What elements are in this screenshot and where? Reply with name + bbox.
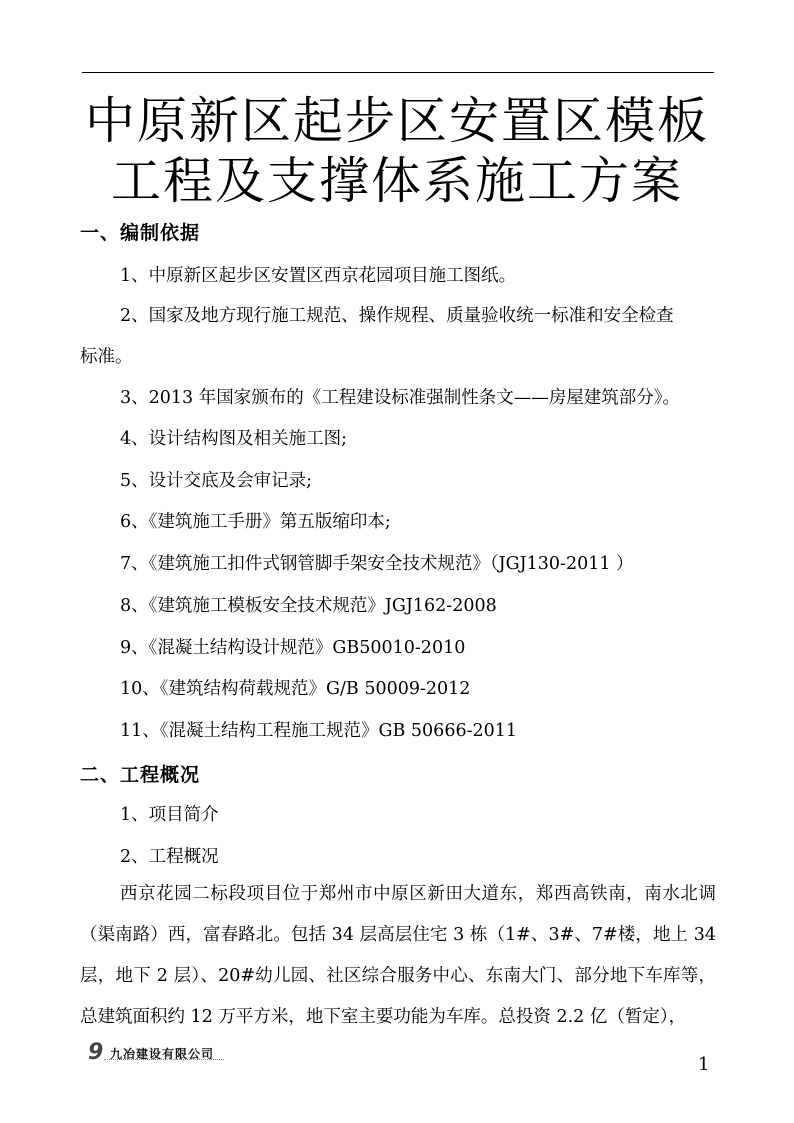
basis-item-8: 8、《建筑施工模板安全技术规范》JGJ162-2008 bbox=[120, 596, 497, 616]
overview-item-1: 1、项目简介 bbox=[120, 805, 219, 825]
company-logo-icon: 9 bbox=[88, 1040, 104, 1065]
company-name: 九冶建设有限公司 bbox=[110, 1046, 215, 1061]
section-heading-overview: 二、工程概况 bbox=[80, 764, 201, 786]
overview-paragraph: 西京花园二标段项目位于郑州市中原区新田大道东，郑西高铁南，南水北调（渠南路）西，富春路北。包括 34 层高层住宅 3 栋（1#、3#、7#楼，地上 34 层，地下 2 层）、20#幼儿园、社区综合服务中心、东南大门、部分地下车库等，总建筑面积约 12 万平方米，地下室主要功能为车库。总投资 2.2 亿（暂定）， bbox=[80, 884, 716, 1027]
basis-item-1: 1、中原新区起步区安置区西京花园项目施工图纸。 bbox=[120, 266, 517, 286]
basis-item-11: 11、《混凝土结构工程施工规范》GB 50666-2011 bbox=[120, 721, 518, 741]
basis-item-6: 6、《建筑施工手册》第五版缩印本; bbox=[120, 512, 391, 532]
section-heading-basis: 一、编制依据 bbox=[80, 222, 201, 244]
basis-item-9: 9、《混凝土结构设计规范》GB50010-2010 bbox=[120, 638, 466, 658]
document-title-line-1: 中原新区起步区安置区模板 bbox=[85, 92, 709, 150]
basis-item-5: 5、设计交底及会审记录; bbox=[120, 471, 313, 491]
basis-item-10: 10、《建筑结构荷载规范》G/B 50009-2012 bbox=[120, 679, 471, 699]
logo-subline bbox=[104, 1059, 224, 1063]
header-rule bbox=[82, 72, 714, 73]
basis-item-2: 2、国家及地方现行施工规范、操作规程、质量验收统一标准和安全检查 bbox=[120, 306, 674, 326]
page-number: 1 bbox=[698, 1054, 710, 1075]
basis-item-7: 7、《建筑施工扣件式钢管脚手架安全技术规范》（JGJ130-2011 ） bbox=[120, 554, 634, 574]
basis-item-2-continued: 标准。 bbox=[80, 347, 133, 367]
document-title-line-2: 工程及支撑体系施工方案 bbox=[111, 152, 683, 210]
overview-item-2: 2、工程概况 bbox=[120, 847, 219, 867]
basis-item-4: 4、设计结构图及相关施工图; bbox=[120, 429, 348, 449]
basis-item-3: 3、2013 年国家颁布的《工程建设标准强制性条文——房屋建筑部分》。 bbox=[120, 388, 680, 408]
